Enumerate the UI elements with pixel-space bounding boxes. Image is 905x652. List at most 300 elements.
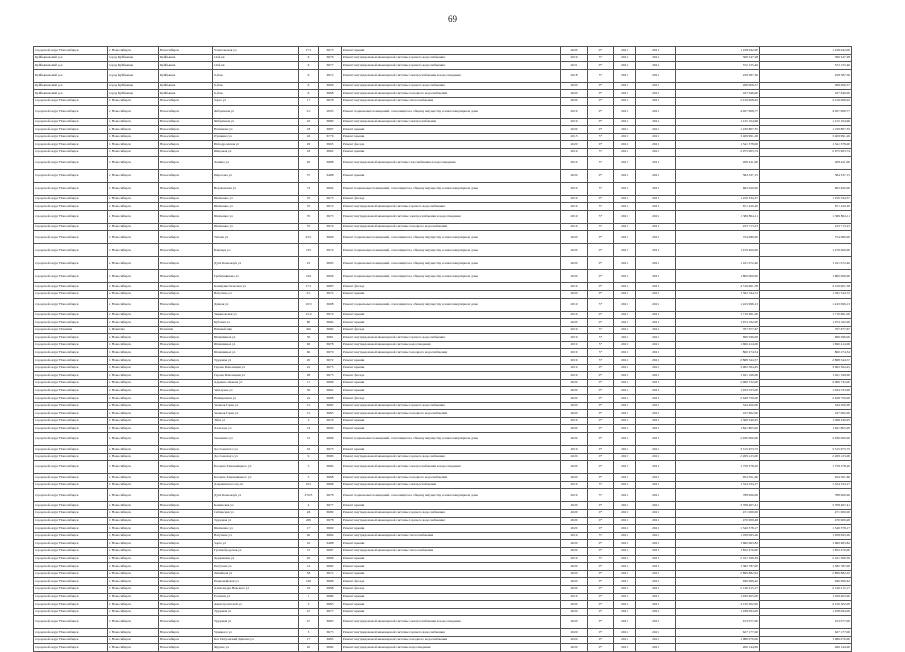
cell-address-code: 6988 (319, 156, 342, 169)
cell-street: Дуси Ковальчук ул (213, 489, 299, 502)
cell-address-code: 6982 (319, 148, 342, 156)
cell-plan-from: 2021 (614, 453, 636, 461)
cell-municipality: городской округ Новосибирск (34, 118, 108, 126)
cell-year: 2019 (561, 182, 588, 195)
cell-total: 433 713,23 (760, 223, 852, 231)
cell-address-code: 6977 (319, 62, 342, 70)
cell-mark: 5* (588, 341, 614, 349)
table-row (34, 525, 852, 533)
cell-mark: 0* (588, 82, 614, 90)
cell-street: Шевченко ул (213, 195, 299, 203)
cell-municipality: городской округ Новосибирск (34, 433, 108, 446)
cell-plan-from: 2021 (614, 133, 636, 141)
cell-settlement: Новосибирск (159, 203, 213, 211)
table-row (34, 629, 852, 637)
cell-municipality: городской округ Новосибирск (34, 489, 108, 502)
cell-total: 1 243 096,13 (760, 298, 852, 311)
cell-street: Сибирская ул (213, 509, 299, 517)
cell-year: 2020 (561, 644, 588, 652)
cell-mark: 0* (588, 395, 614, 403)
cell-municipality: городской округ Новосибирск (34, 298, 108, 311)
cell-house: 30 (299, 387, 319, 395)
cell-plan-from: 2021 (614, 298, 636, 311)
cell-address-code: 6976 (319, 417, 342, 425)
cell-year: 2019 (561, 195, 588, 203)
cell-cost: 1 038 094,00 (676, 608, 760, 616)
cell-municipality: городской округ Новосибирск (34, 290, 108, 298)
cell-settlement: Новосибирск (159, 601, 213, 609)
cell-cost: 1 660 663,82 (676, 540, 760, 548)
cell-address-code: 6982 (319, 644, 342, 652)
cell-cost: 671 220,20 (676, 203, 760, 211)
cell-plan-from: 2021 (614, 69, 636, 82)
cell-plan-from: 2021 (614, 326, 636, 334)
cell-street: Учительская ул (213, 47, 299, 55)
cell-cost: 1 034 533,00 (676, 387, 760, 395)
cell-municipality: городской округ Новосибирск (34, 395, 108, 403)
table-row (34, 417, 852, 425)
table-row (34, 203, 852, 211)
cell-settlement: Новосибирск (159, 402, 213, 410)
cell-year: 2020 (561, 387, 588, 395)
cell-mark: 5* (588, 223, 614, 231)
cell-settlement-type: г. Новосибирск (108, 509, 159, 517)
cell-year: 2019 (561, 555, 588, 563)
cell-work-type: Ремонт крыши (342, 148, 561, 156)
cell-year: 2020 (561, 410, 588, 418)
cell-street: Фабричная ул (213, 105, 299, 118)
cell-settlement: Новосибирск (159, 616, 213, 629)
cell-mark: 0* (588, 118, 614, 126)
cell-year: 2019 (561, 148, 588, 156)
cell-municipality: городской округ Новосибирск (34, 349, 108, 357)
cell-plan-from: 2021 (614, 195, 636, 203)
cell-settlement: Новосибирск (159, 578, 213, 586)
cell-settlement: Куйбышев (159, 69, 213, 82)
cell-work-type: Ремонт крыши (342, 563, 561, 571)
cell-house: 9 (299, 69, 319, 82)
cell-mark: 5* (588, 349, 614, 357)
cell-municipality: городской округ Новосибирск (34, 148, 108, 156)
cell-address-code: 6972 (319, 357, 342, 365)
cell-address-code: 6975 (319, 372, 342, 380)
cell-mark: 0* (588, 244, 614, 257)
cell-year: 2019 (561, 326, 588, 334)
cell-total: 258 387,56 (760, 69, 852, 82)
cell-plan-to: 2021 (636, 509, 676, 517)
cell-municipality: городской округ Новосибирск (34, 141, 108, 149)
cell-mark: 0* (588, 126, 614, 134)
cell-total: 1 710 691,00 (760, 311, 852, 319)
cell-plan-from: 2021 (614, 608, 636, 616)
cell-plan-from: 2021 (614, 517, 636, 525)
cell-house: 10 (299, 118, 319, 126)
cell-plan-from: 2021 (614, 169, 636, 182)
cell-mark: 0* (588, 461, 614, 474)
cell-plan-from: 2021 (614, 290, 636, 298)
cell-municipality: городской округ Новосибирск (34, 509, 108, 517)
cell-settlement-type: г. Новосибирск (108, 118, 159, 126)
cell-address-code: 6985 (319, 636, 342, 644)
capital-repair-register-table (33, 46, 852, 652)
cell-cost: 208 421,00 (676, 156, 760, 169)
cell-mark: 0* (588, 105, 614, 118)
cell-settlement-type: г. Новосибирск (108, 97, 159, 105)
cell-settlement: Новосибирск (159, 210, 213, 223)
cell-total: 2 930 000,00 (760, 433, 852, 446)
cell-settlement-type: г. Новосибирск (108, 517, 159, 525)
cell-house: 40а (299, 326, 319, 334)
cell-address-code: 6966 (319, 231, 342, 244)
cell-plan-from: 2021 (614, 395, 636, 403)
table-row (34, 244, 852, 257)
cell-year: 2020 (561, 502, 588, 510)
cell-cost: 1 340 378,17 (676, 525, 760, 533)
cell-house: 200 (299, 517, 319, 525)
cell-work-type: Ремонт подвальных помещений, относящихся к общему имуществу в многоквартирном доме (342, 105, 561, 118)
cell-work-type: Ремонт внутридомовой инженерной системы электроснабжения и водоотведения (342, 461, 561, 474)
cell-settlement: Новосибирск (159, 182, 213, 195)
cell-house: 3 (299, 601, 319, 609)
cell-plan-from: 2021 (614, 97, 636, 105)
cell-house: 70 (299, 210, 319, 223)
cell-plan-from: 2021 (614, 82, 636, 90)
cell-settlement-type: г. Новосибирск (108, 585, 159, 593)
cell-year: 2019 (561, 446, 588, 454)
cell-municipality: городской округ Новосибирск (34, 555, 108, 563)
cell-plan-to: 2021 (636, 334, 676, 342)
cell-plan-to: 2021 (636, 372, 676, 380)
cell-mark: 0* (588, 90, 614, 98)
cell-plan-to: 2021 (636, 156, 676, 169)
cell-address-code: 6982 (319, 563, 342, 571)
cell-work-type: Ремонт крыши (342, 425, 561, 433)
cell-settlement-type: г. Новосибирск (108, 156, 159, 169)
cell-settlement-type: г. Новосибирск (108, 410, 159, 418)
cell-plan-to: 2021 (636, 182, 676, 195)
cell-street: Линейная ул (213, 570, 299, 578)
cell-settlement-type: г. Новосибирск (108, 570, 159, 578)
cell-street: Ипподромская ул (213, 141, 299, 149)
cell-mark: 0* (588, 387, 614, 395)
cell-settlement-type: город Куйбышев (108, 82, 159, 90)
cell-address-code: 6988 (319, 585, 342, 593)
cell-house: 19 (299, 585, 319, 593)
cell-total: 1 524 334,17 (760, 481, 852, 489)
cell-plan-from: 2021 (614, 502, 636, 510)
cell-plan-from: 2021 (614, 481, 636, 489)
cell-plan-from: 2021 (614, 126, 636, 134)
cell-settlement-type: г. Новосибирск (108, 578, 159, 586)
cell-settlement-type: г. Новосибирск (108, 210, 159, 223)
cell-settlement-type: г. Новосибирск (108, 433, 159, 446)
cell-street: Державина ул (213, 555, 299, 563)
cell-address-code: 6990 (319, 425, 342, 433)
cell-plan-to: 2021 (636, 141, 676, 149)
cell-street: Коммунистическая ул (213, 283, 299, 291)
cell-plan-from: 2021 (614, 244, 636, 257)
cell-street: Фрунзе ул (213, 644, 299, 652)
cell-plan-to: 2021 (636, 410, 676, 418)
cell-address-code: 6988 (319, 395, 342, 403)
cell-cost: 433 713,23 (676, 223, 760, 231)
cell-plan-from: 2021 (614, 357, 636, 365)
cell-street: Широкая ул (213, 148, 299, 156)
table-row (34, 616, 852, 629)
cell-plan-from: 2021 (614, 203, 636, 211)
cell-municipality: городской округ Новосибирск (34, 133, 108, 141)
cell-settlement-type: г. Новосибирск (108, 47, 159, 55)
table-row (34, 223, 852, 231)
cell-plan-to: 2021 (636, 636, 676, 644)
cell-street: Богдана Хмельницкого ул (213, 461, 299, 474)
cell-mark: 0* (588, 474, 614, 482)
cell-address-code: 6973 (319, 210, 342, 223)
cell-year: 2020 (561, 453, 588, 461)
cell-plan-from: 2021 (614, 62, 636, 70)
cell-address-code: 6488 (319, 540, 342, 548)
cell-address-code: 6978 (319, 97, 342, 105)
cell-settlement-type: г. Новосибирск (108, 195, 159, 203)
cell-municipality: городской округ Новосибирск (34, 223, 108, 231)
cell-address-code: 6984 (319, 461, 342, 474)
cell-year: 2019 (561, 481, 588, 489)
table-row (34, 489, 852, 502)
cell-address-code: 6978 (319, 517, 342, 525)
cell-settlement-type: г. Новосибирск (108, 417, 159, 425)
cell-street: Петухова ул (213, 563, 299, 571)
cell-address-code: 6972 (319, 203, 342, 211)
cell-year: 2018 (561, 69, 588, 82)
cell-plan-from: 2021 (614, 231, 636, 244)
cell-address-code: 6978 (319, 489, 342, 502)
cell-settlement: Новосибирск (159, 97, 213, 105)
cell-municipality: городской округ Новосибирск (34, 311, 108, 319)
cell-total: 1 690 414,06 (760, 341, 852, 349)
cell-house: 17/1 (299, 47, 319, 55)
cell-work-type: Ремонт крыши (342, 502, 561, 510)
cell-settlement-type: г. Новосибирск (108, 298, 159, 311)
cell-settlement: Новосибирск (159, 169, 213, 182)
cell-settlement: Новосибирск (159, 489, 213, 502)
cell-municipality: городской округ Новосибирск (34, 283, 108, 291)
cell-mark: 0* (588, 319, 614, 327)
cell-year: 2019 (561, 334, 588, 342)
cell-plan-from: 2021 (614, 223, 636, 231)
cell-municipality: городской округ Новосибирск (34, 372, 108, 380)
cell-work-type: Ремонт крыши (342, 47, 561, 55)
cell-plan-from: 2021 (614, 461, 636, 474)
cell-settlement: Новосибирск (159, 195, 213, 203)
cell-settlement: Новосибирск (159, 244, 213, 257)
cell-plan-to: 2021 (636, 563, 676, 571)
cell-plan-to: 2021 (636, 203, 676, 211)
cell-mark: 0* (588, 502, 614, 510)
cell-house: 10 (299, 540, 319, 548)
cell-municipality: городской округ Новосибирск (34, 461, 108, 474)
cell-year: 2020 (561, 629, 588, 637)
cell-total: 940 999,42 (760, 578, 852, 586)
cell-work-type: Ремонт внутридомовой инженерной системы холодного водоснабжения (342, 636, 561, 644)
cell-house: 270/3 (299, 489, 319, 502)
cell-mark: 5* (588, 156, 614, 169)
cell-municipality: городской округ Новосибирск (34, 578, 108, 586)
cell-total: 197 962,00 (760, 410, 852, 418)
cell-settlement: Новосибирск (159, 379, 213, 387)
cell-year: 2019 (561, 210, 588, 223)
cell-street: 10-й кв (213, 54, 299, 62)
cell-house: 18 (299, 148, 319, 156)
cell-year: 2020 (561, 169, 588, 182)
cell-year: 2019 (561, 489, 588, 502)
cell-plan-to: 2021 (636, 433, 676, 446)
table-row (34, 547, 852, 555)
cell-cost: 3 708 407,41 (676, 502, 760, 510)
cell-cost: 754 080,00 (676, 231, 760, 244)
cell-street: Трудовая ул (213, 517, 299, 525)
cell-settlement-type: г. Новосибирск (108, 357, 159, 365)
cell-mark: 0* (588, 311, 614, 319)
cell-plan-from: 2021 (614, 141, 636, 149)
table-row (34, 290, 852, 298)
cell-street: Гусинобродская ул (213, 547, 299, 555)
cell-year: 2020 (561, 231, 588, 244)
cell-settlement: Новосибирск (159, 47, 213, 55)
cell-work-type: Ремонт крыши (342, 133, 561, 141)
cell-plan-to: 2021 (636, 601, 676, 609)
cell-street: Гребенщикова ул (213, 270, 299, 283)
cell-settlement-type: г. Новосибирск (108, 379, 159, 387)
cell-street: 6-й кв (213, 69, 299, 82)
cell-cost: 197 962,00 (676, 410, 760, 418)
cell-cost: 2 975 903,74 (676, 148, 760, 156)
cell-address-code: 6981 (319, 334, 342, 342)
cell-street: Вертковская ул (213, 182, 299, 195)
cell-settlement: Новосибирск (159, 118, 213, 126)
cell-settlement-type: г. Новосибирск (108, 244, 159, 257)
cell-cost: 665 620,00 (676, 182, 760, 195)
cell-plan-to: 2021 (636, 148, 676, 156)
cell-house: 22 (299, 364, 319, 372)
cell-year: 2020 (561, 244, 588, 257)
cell-settlement-type: г. Новосибирск (108, 231, 159, 244)
cell-total: 1 392 544,72 (760, 290, 852, 298)
cell-street: Героев Революции ул (213, 364, 299, 372)
cell-address-code: 6975 (319, 195, 342, 203)
cell-street: Дачная ул (213, 298, 299, 311)
cell-address-code: 6986 (319, 555, 342, 563)
cell-municipality: Куйбышевский р-н (34, 54, 108, 62)
cell-cost: 2 140 215,17 (676, 585, 760, 593)
cell-total: 767 677,67 (760, 326, 852, 334)
cell-year: 2020 (561, 82, 588, 90)
cell-settlement-type: г. Новосибирск (108, 593, 159, 601)
table-row (34, 608, 852, 616)
cell-municipality: городской округ Новосибирск (34, 593, 108, 601)
cell-street: Шевченко ул (213, 203, 299, 211)
table-row (34, 169, 852, 182)
cell-plan-to: 2021 (636, 326, 676, 334)
cell-house: 6 (299, 62, 319, 70)
cell-total: 1 974 162,00 (760, 319, 852, 327)
cell-plan-from: 2021 (614, 509, 636, 517)
cell-total: 1 986 070,00 (760, 636, 852, 644)
cell-municipality: городской округ Новосибирск (34, 126, 108, 134)
cell-settlement: Новосибирск (159, 453, 213, 461)
cell-plan-from: 2021 (614, 334, 636, 342)
cell-year: 2020 (561, 90, 588, 98)
cell-cost: 767 677,67 (676, 326, 760, 334)
table-row (34, 231, 852, 244)
table-row (34, 517, 852, 525)
cell-plan-to: 2021 (636, 402, 676, 410)
cell-settlement: Новосибирск (159, 126, 213, 134)
cell-mark: 0* (588, 169, 614, 182)
cell-work-type: Ремонт подвальных помещений, относящихся к общему имуществу в многоквартирном доме (342, 244, 561, 257)
cell-plan-to: 2021 (636, 47, 676, 55)
cell-address-code: 6488 (319, 169, 342, 182)
cell-settlement-type: г. Новосибирск (108, 270, 159, 283)
cell-total: 396 547,28 (760, 54, 852, 62)
cell-street: Дуси Ковальчук ул (213, 257, 299, 270)
cell-total: 1 039 405,00 (760, 593, 852, 601)
cell-house: 58 (299, 570, 319, 578)
cell-municipality: городской округ Новосибирск (34, 585, 108, 593)
cell-address-code: 6978 (319, 341, 342, 349)
cell-year: 2020 (561, 474, 588, 482)
cell-plan-to: 2021 (636, 364, 676, 372)
cell-total: 788 000,00 (760, 489, 852, 502)
cell-settlement-type: г. Новосибирск (108, 203, 159, 211)
cell-mark: 5* (588, 334, 614, 342)
table-row (34, 563, 852, 571)
cell-settlement: Новосибирск (159, 547, 213, 555)
table-row (34, 410, 852, 418)
table-row (34, 402, 852, 410)
cell-mark: 0* (588, 402, 614, 410)
cell-settlement: Новосибирск (159, 257, 213, 270)
cell-settlement: Новосибирск (159, 417, 213, 425)
cell-settlement: Новосибирск (159, 133, 213, 141)
cell-address-code: 6977 (319, 608, 342, 616)
cell-house: 29 (299, 141, 319, 149)
cell-total: 1 368 340,95 (760, 417, 852, 425)
cell-municipality: Куйбышевский р-н (34, 90, 108, 98)
cell-work-type: Ремонт внутридомовой инженерной системы горячего водоснабжения (342, 629, 561, 637)
cell-year: 2019 (561, 372, 588, 380)
cell-work-type: Ремонт крыши (342, 417, 561, 425)
cell-address-code: 6972 (319, 69, 342, 82)
cell-settlement: Новосибирск (159, 105, 213, 118)
cell-street: Ватутина ул (213, 532, 299, 540)
cell-plan-from: 2021 (614, 585, 636, 593)
cell-house: 1/1 (299, 402, 319, 410)
cell-settlement: Новосибирск (159, 364, 213, 372)
cell-total: 2 628 750,00 (760, 395, 852, 403)
cell-work-type: Ремонт внутридомовой инженерной системы холодного водоснабжения (342, 349, 561, 357)
cell-work-type: Ремонт внутридомовой инженерной системы горячего водоснабжения (342, 509, 561, 517)
cell-municipality: городской округ Новосибирск (34, 644, 108, 652)
cell-settlement: Новосибирск (159, 156, 213, 169)
cell-work-type: Ремонт крыши (342, 319, 561, 327)
cell-year: 2019 (561, 593, 588, 601)
cell-mark: 0* (588, 547, 614, 555)
cell-settlement: Новосибирск (159, 334, 213, 342)
cell-plan-to: 2021 (636, 69, 676, 82)
cell-year: 2020 (561, 257, 588, 270)
cell-settlement: Новосибирск (159, 593, 213, 601)
cell-plan-from: 2021 (614, 446, 636, 454)
